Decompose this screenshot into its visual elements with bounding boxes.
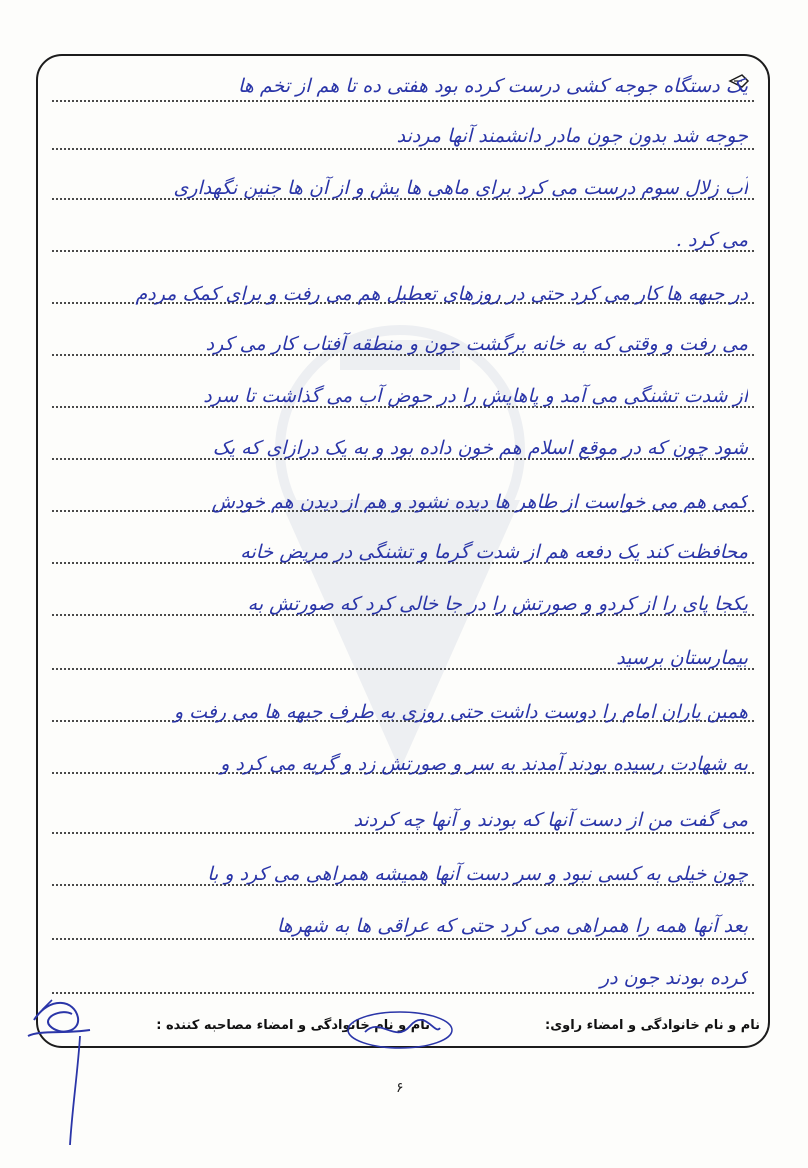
handwritten-line: بیمارستان برسید bbox=[616, 647, 748, 669]
handwritten-line: در جبهه ها کار می کرد حتی در روزهای تعطیل هم می رفت و برای کمک مردم bbox=[135, 283, 748, 305]
handwritten-line: شود چون که در موقع اسلام هم خون داده بود و به یک درازای که یک bbox=[212, 437, 748, 459]
handwritten-line: به شهادت رسیده بودند آمدند به سر و صورتش زد و گریه می کرد و bbox=[220, 753, 748, 775]
narrator-signature bbox=[20, 990, 100, 1150]
interviewer-label: نام و نام خانوادگی و امضاء مصاحبه کننده : bbox=[156, 1018, 430, 1033]
interviewer-signature bbox=[340, 1006, 460, 1054]
page-number: ۶ bbox=[396, 1080, 404, 1096]
handwritten-line: کرده بودند جون در bbox=[599, 967, 748, 989]
handwritten-line: می کرد . bbox=[675, 229, 748, 251]
ruled-line bbox=[52, 148, 754, 150]
handwritten-line: همین یاران امام را دوست داشت حتی روزی به طرف جبهه ها می رفت و bbox=[173, 701, 748, 723]
ruled-line bbox=[52, 992, 754, 994]
handwritten-line: یکجا پای را از کردو و صورتش را در جا خالی کرد که صورتش به bbox=[247, 593, 748, 615]
handwritten-line: چون خیلی به کسی نبود و سر دست آنها همیشه همراهی می کرد و با bbox=[207, 863, 748, 885]
handwritten-line: یک دستگاه جوجه کشی درست کرده بود هفتی ده تا هم از تخم ها bbox=[237, 75, 748, 97]
handwritten-line: جوجه شد بدون جون مادر دانشمند آنها مردند bbox=[396, 125, 748, 147]
handwritten-line: آب زلال سوم درست می کرد برای ماهی ها یش و از آن ها جنین نگهداری bbox=[173, 177, 748, 199]
ruled-line bbox=[52, 938, 754, 940]
ruled-line bbox=[52, 100, 754, 102]
ruled-line bbox=[52, 832, 754, 834]
handwritten-line: کمی هم می خواست از طاهر ها دیده نشود و هم از دیدن هم خودش bbox=[211, 491, 748, 513]
handwritten-line: می گفت من از دست آنها که بودند و آنها چه کردند bbox=[353, 809, 748, 831]
handwritten-line: محافظت کند یک دفعه هم از شدت گرما و تشنگی در مریض خانه bbox=[240, 541, 748, 563]
narrator-label: نام و نام خانوادگی و امضاء راوی: bbox=[545, 1018, 760, 1033]
handwritten-line: می رفت و وقتی که به خانه برگشت جون و منطقه آفتاب کار می کرد bbox=[205, 333, 748, 355]
handwritten-line: از شدت تشنگی می آمد و پاهایش را در حوض آب می گذاشت تا سرد bbox=[203, 385, 748, 407]
handwritten-line: بعد آنها همه را همراهی می کرد حتی که عراقی ها به شهرها bbox=[276, 915, 748, 937]
